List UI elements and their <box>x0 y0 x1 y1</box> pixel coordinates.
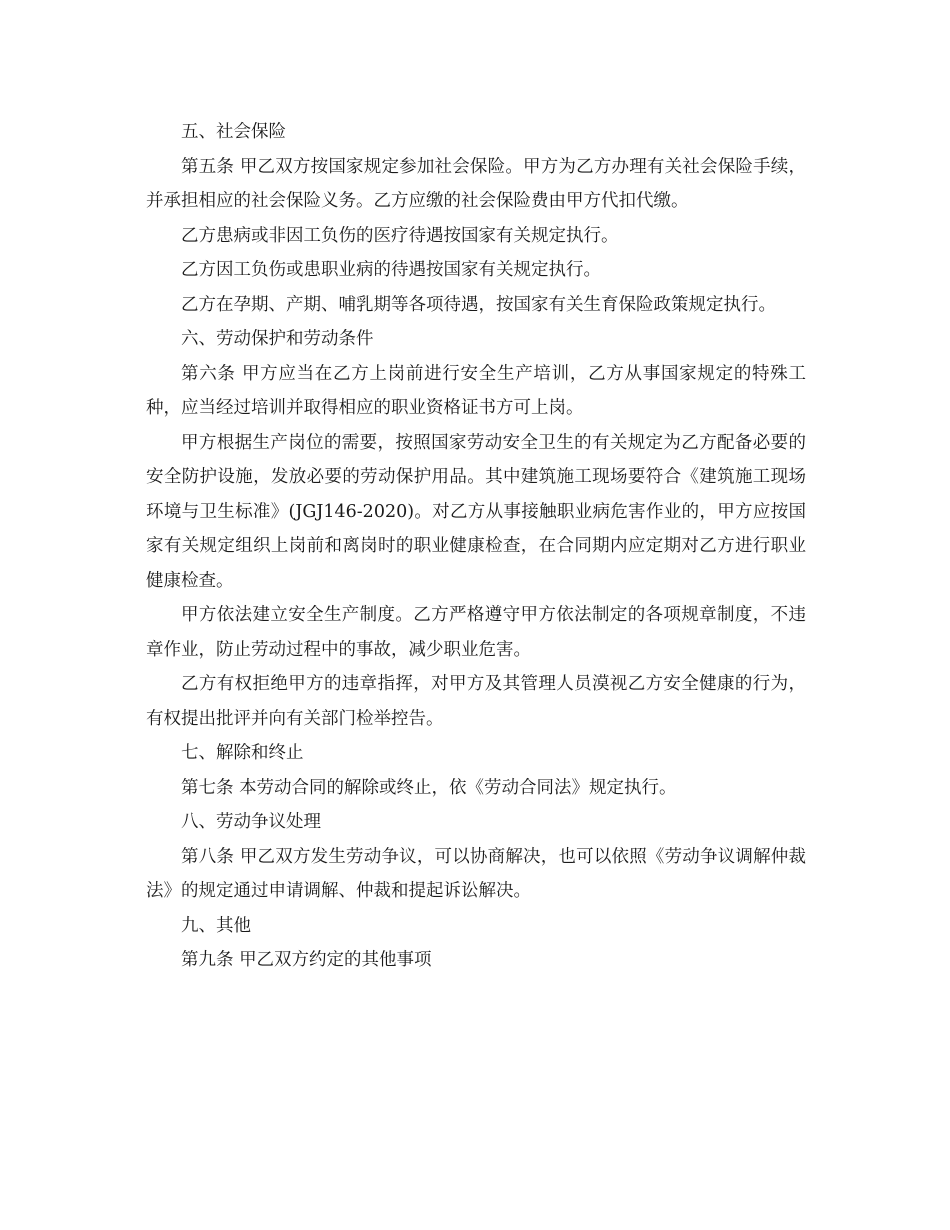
section-heading-dispute: 八、劳动争议处理 <box>181 812 321 832</box>
safety-system-paragraph: 甲方依法建立安全生产制度。乙方严格遵守甲方依法制定的各项规章制度，不违章作业，防止劳动过程中的事故，减少职业危害。 <box>146 605 806 660</box>
article-6-paragraph: 第六条 甲方应当在乙方上岗前进行安全生产培训，乙方从事国家规定的特殊工种，应当经过培训并取得相应的职业资格证书方可上岗。 <box>146 363 806 418</box>
section-heading-termination: 七、解除和终止 <box>181 743 304 763</box>
work-injury-paragraph: 乙方因工负伤或患职业病的待遇按国家有关规定执行。 <box>181 260 601 280</box>
article-8-paragraph: 第八条 甲乙双方发生劳动争议，可以协商解决，也可以依照《劳动争议调解仲裁法》的规定通过申请调解、仲裁和提起诉讼解决。 <box>146 846 806 901</box>
maternity-paragraph: 乙方在孕期、产期、哺乳期等各项待遇，按国家有关生育保险政策规定执行。 <box>181 294 776 315</box>
document-body <box>146 115 806 978</box>
section-heading-labor-protection: 六、劳动保护和劳动条件 <box>181 329 374 349</box>
section-heading-social-insurance: 五、社会保险 <box>181 122 286 142</box>
section-heading-other: 九、其他 <box>181 915 251 936</box>
article-9-paragraph: 第九条 甲乙双方约定的其他事项 <box>181 950 432 970</box>
protection-equipment-paragraph: 甲方根据生产岗位的需要，按照国家劳动安全卫生的有关规定为乙方配备必要的安全防护设施，发放必要的劳动保护用品。其中建筑施工现场要符合《建筑施工现场环境与卫生标准》(JGJ146-2020)。对乙方从事接触职业病危害作业的，甲方应按国家有关规定组织上岗前和离岗时的职业健康检查，在合同期内应定期对乙方进行职业健康检查。 <box>146 432 806 591</box>
article-5-paragraph: 第五条 甲乙双方按国家规定参加社会保险。甲方为乙方办理有关社会保险手续，并承担相应的社会保险义务。乙方应缴的社会保险费由甲方代扣代缴。 <box>146 156 806 211</box>
medical-treatment-paragraph: 乙方患病或非因工负伤的医疗待遇按国家有关规定执行。 <box>181 225 619 246</box>
right-to-refuse-paragraph: 乙方有权拒绝甲方的违章指挥，对甲方及其管理人员漠视乙方安全健康的行为，有权提出批评并向有关部门检举控告。 <box>146 674 806 729</box>
article-7-paragraph: 第七条 本劳动合同的解除或终止，依《劳动合同法》规定执行。 <box>181 777 677 798</box>
